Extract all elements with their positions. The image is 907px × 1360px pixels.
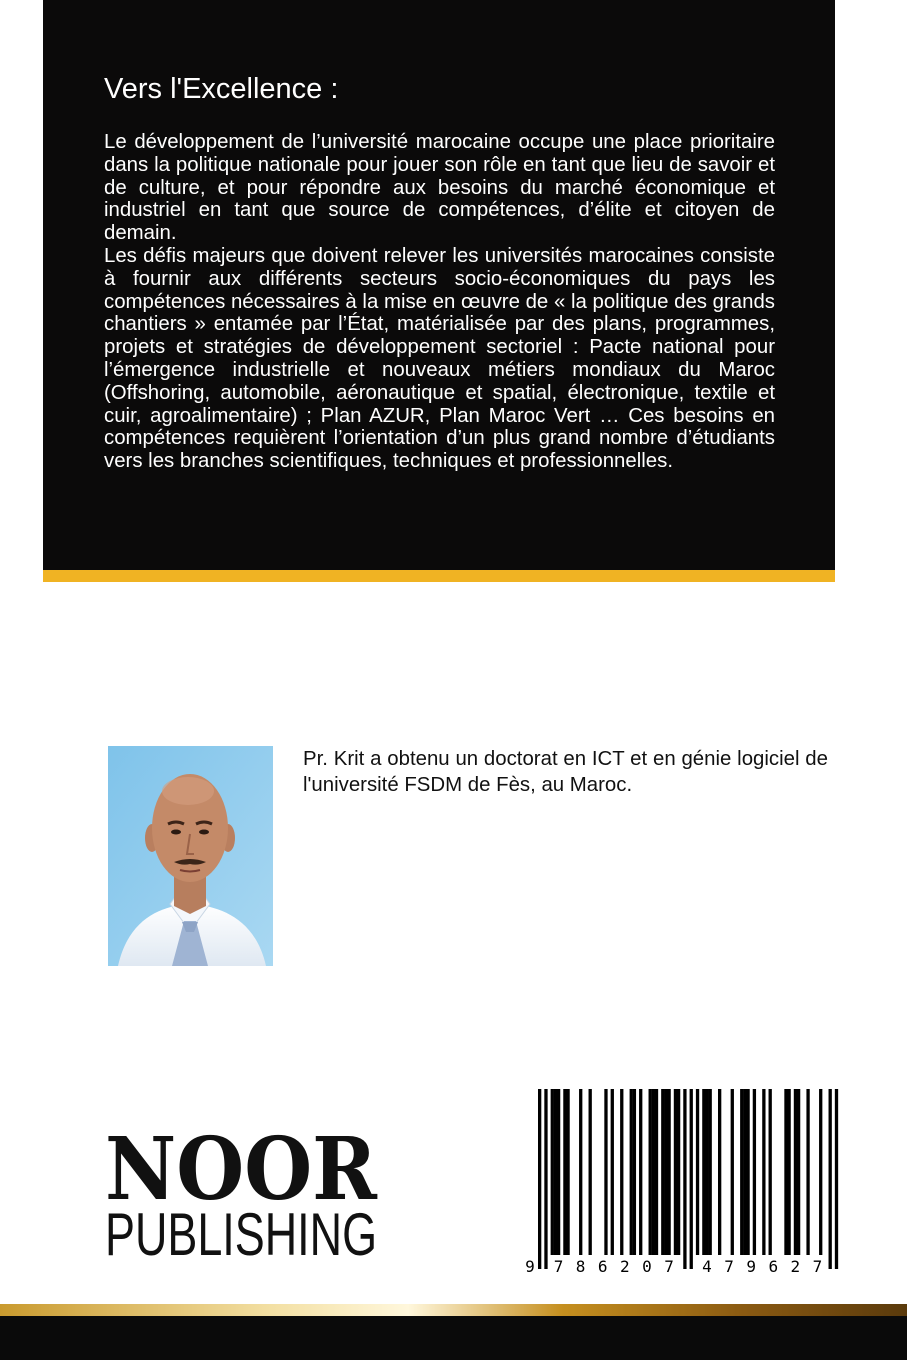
barcode-bar — [784, 1089, 787, 1255]
author-bio: Pr. Krit a obtenu un doctorat en ICT et en génie logiciel de l'université FSDM de Fès, au Maroc. — [303, 748, 828, 796]
barcode-digit: 0 — [642, 1257, 652, 1276]
barcode-bars — [538, 1089, 838, 1269]
barcode-bar — [740, 1089, 743, 1255]
barcode-digit: 7 — [553, 1257, 564, 1276]
barcode-bar — [718, 1089, 721, 1255]
barcode-bar — [787, 1089, 790, 1255]
barcode-bar — [829, 1089, 832, 1269]
barcode-digit: 2 — [790, 1257, 801, 1276]
bottom-black-band — [0, 1316, 907, 1360]
noor-publishing-logo — [105, 1119, 380, 1268]
barcode-digit: 6 — [597, 1257, 608, 1276]
barcode-bar — [769, 1089, 772, 1255]
barcode-bar — [794, 1089, 797, 1255]
barcode-bar — [664, 1089, 667, 1255]
barcode-bar — [655, 1089, 658, 1255]
barcode-bar — [566, 1089, 569, 1255]
barcode-digit: 4 — [702, 1257, 712, 1276]
barcode-bar — [639, 1089, 642, 1255]
barcode-digit: 7 — [664, 1257, 674, 1276]
author-photo — [108, 746, 273, 966]
barcode-digit: 9 — [746, 1257, 756, 1276]
barcode-bar — [554, 1089, 557, 1255]
barcode-digit: 8 — [575, 1257, 586, 1276]
barcode-bar — [797, 1089, 800, 1255]
barcode-digit: 9 — [525, 1257, 535, 1276]
barcode-digit: 2 — [620, 1257, 630, 1276]
barcode-bar — [762, 1089, 765, 1255]
logo-noor-text: NOOR — [105, 1119, 378, 1220]
barcode-bar — [709, 1089, 712, 1255]
isbn-barcode — [524, 1087, 838, 1280]
barcode-digit: 7 — [812, 1257, 823, 1276]
barcode-bar — [661, 1089, 664, 1255]
barcode-bar — [538, 1089, 541, 1269]
barcode-bar — [633, 1089, 636, 1255]
barcode-bar — [674, 1089, 677, 1255]
barcode-bar — [835, 1089, 838, 1269]
blurb-paragraph-2: Les défis majeurs que doivent relever les universités marocaines consiste à fournir aux différents secteurs socio-économiques du pays les compétences nécessaires à la mise en œuvre de « la politique des grands chantiers » entamée par l’État, matérialisée par des plans, programmes, projets et stratégies de développement sectoriel : Pacte national pour l’émergence industrielle et nouveaux métiers mondiaux du Maroc (Offshoring, automobile, aéronautique et spatial, électronique, textile et cuir, agroalimentaire) ; Plan AZUR, Plan Maroc Vert … Ces besoins en compétences requièrent l’orientation d’un plus grand nombre d’étudiants vers les branches scientifiques, techniques et professionnelles. — [104, 244, 775, 473]
barcode-bar — [690, 1089, 693, 1269]
barcode-bar — [563, 1089, 566, 1255]
barcode-bar — [702, 1089, 705, 1255]
barcode-bar — [652, 1089, 655, 1255]
barcode-digits — [525, 1257, 822, 1276]
barcode-bar — [604, 1089, 607, 1255]
barcode-bar — [579, 1089, 582, 1255]
barcode-bar — [620, 1089, 623, 1255]
blurb-paragraph-1: Le développement de l’université marocaine occupe une place prioritaire dans la politique nationale pour jouer son rôle en tant que lieu de savoir et de culture, et pour répondre aux besoins du marché économique et industriel en tant que source de compétences, d’élite et citoyen de demain. — [104, 131, 775, 245]
gold-divider — [43, 570, 835, 582]
barcode-bar — [649, 1089, 652, 1255]
barcode-digit: 6 — [768, 1257, 779, 1276]
barcode-bar — [705, 1089, 708, 1255]
barcode-bar — [630, 1089, 633, 1255]
back-cover-blurb — [104, 131, 775, 473]
barcode-bar — [696, 1089, 699, 1255]
barcode-bar — [753, 1089, 756, 1255]
barcode-digit: 7 — [724, 1257, 734, 1276]
barcode-bar — [819, 1089, 822, 1255]
barcode-bar — [731, 1089, 734, 1255]
gold-gradient-strip — [0, 1304, 907, 1316]
barcode-bar — [544, 1089, 547, 1269]
barcode-bar — [557, 1089, 560, 1255]
barcode-bar — [677, 1089, 680, 1255]
barcode-bar — [743, 1089, 746, 1255]
barcode-bar — [611, 1089, 614, 1255]
barcode-bar — [806, 1089, 809, 1255]
barcode-bar — [589, 1089, 592, 1255]
logo-publishing-text: PUBLISHING — [105, 1201, 377, 1268]
barcode-bar — [667, 1089, 670, 1255]
barcode-bar — [683, 1089, 686, 1269]
back-cover-title: Vers l'Excellence : — [104, 73, 339, 105]
barcode-bar — [551, 1089, 554, 1255]
barcode-bar — [746, 1089, 749, 1255]
